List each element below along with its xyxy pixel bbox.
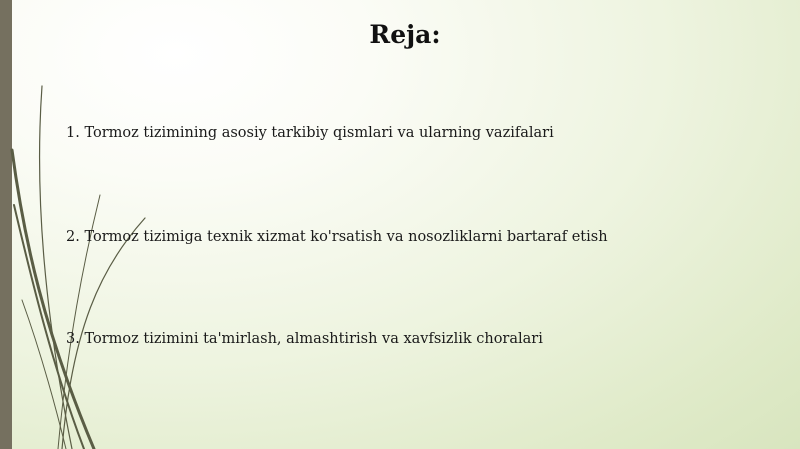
slide-title: Reja:: [369, 20, 441, 49]
plan-item-1: 1. Tormoz tizimining asosiy tarkibiy qismlari va ularning vazifalari: [66, 125, 554, 141]
plan-item-3: 3. Tormoz tizimini ta'mirlash, almashtirish va xavfsizlik choralari: [66, 331, 543, 347]
plan-item-2: 2. Tormoz tizimiga texnik xizmat ko'rsatish va nosozliklarni bartaraf etish: [66, 229, 608, 245]
grass-decoration: [0, 0, 160, 449]
grass-blade: [12, 150, 94, 449]
